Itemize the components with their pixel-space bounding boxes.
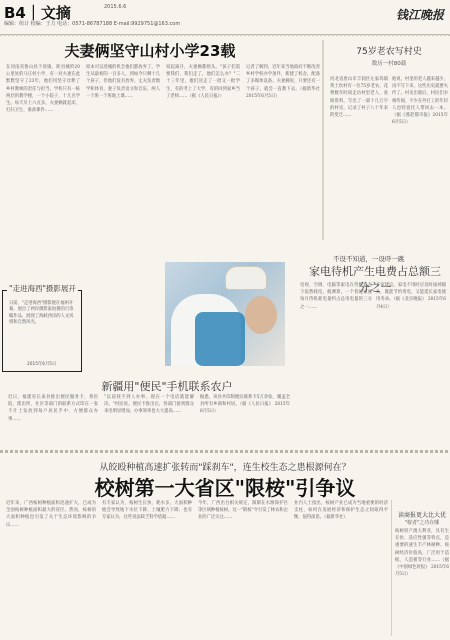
bottom-sidebar [395,508,449,636]
bottom-story-col-3: 今年，广西出台相关规定，限制在水源保护区等区域种植桉树。这一"限桉"令引发了林农和企业的广泛关注…… [198,501,288,521]
bottom-story-col-4: 业内人士指出，桉树产业已成为当地重要的经济支柱，如何在发展经济和保护生态之间取得平衡，值得深思。（据新华社） [294,501,388,521]
editor-info: 编辑：组计 校编：王力 电话：0571-86787188 E-mail:9929751@163.com [4,21,181,27]
paper-name: 钱江晚报 [395,8,444,22]
right-rule [322,40,324,240]
top-story-headline: 夫妻俩坚守山村小学23载 [64,42,236,60]
top-story-col-1: 在河南省鲁山县下汤镇，距县城约20公里处的马庄村小学，有一对夫妻在此默默坚守了23年，他们用坚守诠释了乡村教师的责任与担当。学校只有一栋两层的教学楼，一个小院子，十几名学生。每天早上六点多，夫妻俩就起床，打扫卫生、准备课件…… [6,65,80,114]
top-story-col-2: 原本可以进城的机会他们都放弃了。学生从最初的一百多人，到如今只剩十几个孩子，但他们没有放弃。丈夫负责数学和体育，妻子负责语文和音乐，两人一个班一个班地上课…… [86,65,160,99]
side-story-col-1: 河北省唐山市丰润区左家坞镇黄土坎村有一位75岁老农，花费数年时间走访村里老人、查阅资料，写出了一部十几万字的村史，记录了村子八十年来的变迁…… [330,77,388,119]
blue-panel-shape [195,312,245,366]
photo-box-caption: 日前，"走进海西"摄影展在福州开幕，展出了两岸摄影家拍摄的百余幅作品，展现了海峡西岸的人文风情和自然风光。 [9,301,74,326]
bottom-story-headline: 校树第一大省区"限桉"引争议 [94,476,356,500]
top-story-col-4: 记者了解到，近年来当地政府不断改善乡村学校办学条件，新建了校舍，配备了多媒体设备。夫妻俩说，只要还有一个孩子，就会一直教下去。（据新华社 2015年6月5日） [246,65,320,99]
sidebar-rule [391,500,392,636]
top-story-col-3: 说起离开，夫妻俩都摇头。"孩子们需要我们，我们走了，他们怎么办？"二十三年里，他们送走了一批又一批学生，有的考上了大学，有的回到家乡当了老师……（据《人民日报》） [166,65,240,99]
bottom-story-kicker: 从皎殴种植高速扩张转而"踩刹车"，连生校生态之患根源何在？ [99,463,351,473]
news-photo [165,262,285,366]
bottom-story-col-2: 有专家认为，桉树生长快、耗水多，大面积种植会导致地下水位下降、土壤肥力下降；也有专家认为，这些说法缺乏科学依据…… [102,501,192,521]
lamp-shape [225,266,267,290]
right-story-col-2: 专家建议，家电不用时应及时拔掉插头，既能节约用电，又能延长家电使用寿命。（据《北京晚报》 2015年6月4日） [376,283,446,310]
issue-date: 2015.6.6 [104,4,127,10]
right-story-headline: 家电待机产生电费占总额三分之一 [309,265,441,294]
side-story-col-2: 他说，村里的老人越来越少，再不写下来，这些历史就要失传了。村史出版后，村民们争相传阅，不少在外打工的年轻人也特意托人带回去一本。（据《燕赵都市报》2015年6月5日） [392,77,448,126]
photo-box-date: 2015年6月5日 [27,362,57,367]
right-story-col-1: 电视、空调、电脑等家电在待机状态下依然耗电。据测算，一个普通家庭每月待机耗电量约占总用电量的三分之一…… [300,283,372,310]
side-story-headline: 75岁老农写村史 [356,47,422,57]
middle-story-col-left: 近日，福建省长泰县推出便民服务卡，将医院、派出所、社区等部门的联系方式印在一张卡片上发放到每户居民手中，方便群众办事…… [8,395,98,422]
right-story-kicker: 不设不知道，一设吓一跳 [333,255,405,263]
sidebar-title: 读商报更大比大优 [397,512,446,519]
section-divider [0,450,450,453]
photo-box-title: "走进海西"摄影展开 [9,284,76,293]
sidebar-subtitle: "桉者"之功在哪 [404,520,440,526]
header-divider [0,34,450,36]
photo-caption-box [2,284,82,372]
side-story-subhead: 数历一村80载 [371,61,407,67]
middle-story-headline: 新疆用"便民"手机联系农户 [101,380,233,393]
section-title: B4｜文摘 [4,4,71,22]
middle-story-col-mid: "以前找不到人办事，现在一个电话就能解决。"村民说。便民卡推出后，各部门接到群众来电明显增加，办事效率也大大提高…… [104,395,194,415]
middle-story-col-right: 据悉，该县共印制便民联系卡5万余张，覆盖全县所有乡镇和村居。（据《人民日报》 2015年6月5日） [200,395,290,415]
side-story-heading [330,44,448,67]
sidebar-text: 桉树原产澳大利亚，具有生长快、适应性强等特点，是重要的速生丰产林树种。桉树经济价值高，广泛用于造纸、人造板等行业……（据《中国绿色时报》 2015年6月5日） [395,529,449,578]
bottom-story-col-1: 近年来，广西桉树种植面积迅速扩大，已成为全国桉树种植面积最大的省区。然而，桉树的大面积种植也引发了关于生态环境影响的争议…… [6,501,96,528]
face-shape [245,296,277,334]
masthead [0,0,450,35]
